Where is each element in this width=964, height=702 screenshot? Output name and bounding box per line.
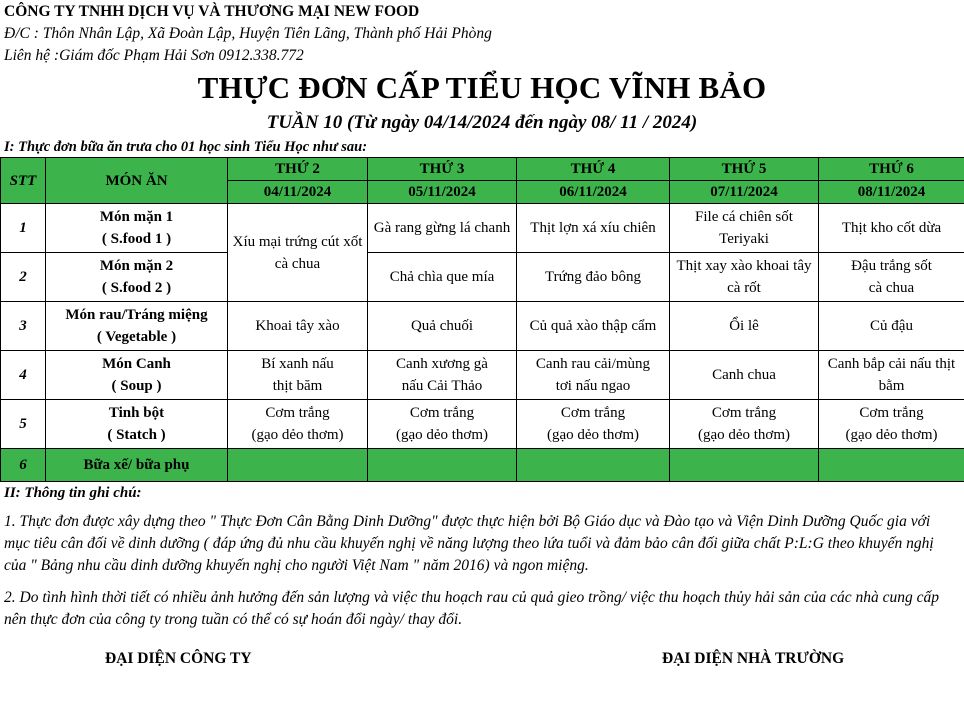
menu-cell-line: Cơm trắng: [859, 405, 924, 421]
note-1: 1. Thực đơn được xây dựng theo " Thực Đơn Cân Bằng Dinh Dưỡng" được thực hiện bởi Bộ Giáo dục và Đào tạo và Viện Dinh Dưỡng Quốc gia với mục tiêu cân đối về dinh dưỡng ( đáp ứng đủ nhu cầu khuyến nghị về năng lượng theo lứa tuổi và đảm bảo cân đối giữa chất P:L:G theo khuyến nghị của " Bảng nhu cầu dinh dưỡng khuyến nghị cho người Việt Nam " năm 2016) và ngon miệng.: [4, 513, 934, 574]
dish-category: [46, 351, 228, 400]
menu-cell-line: Canh rau cải/mùng: [535, 356, 651, 372]
menu-cell: [368, 449, 517, 482]
menu-title: THỰC ĐƠN CẤP TIỂU HỌC VĨNH BẢO: [197, 70, 767, 105]
row-stt: 4: [1, 351, 46, 400]
menu-cell-line: Cơm trắng: [409, 405, 475, 421]
menu-cell: [368, 351, 517, 400]
menu-cell-line: (gạo dẻo thơm): [845, 427, 938, 443]
menu-cell-line: Bí xanh nấu: [261, 356, 334, 372]
signature-company: ĐẠI DIỆN CÔNG TY: [105, 650, 252, 667]
table-row: [1, 351, 964, 400]
menu-cell: Ổi lê: [670, 302, 819, 351]
menu-cell: Trứng đảo bông: [517, 253, 670, 302]
company-name: CÔNG TY TNHH DỊCH VỤ VÀ THƯƠNG MẠI NEW FOOD: [4, 3, 420, 20]
table-row: [1, 400, 964, 449]
row-stt: 1: [1, 204, 46, 253]
menu-cell-line: Cơm trắng: [711, 405, 777, 421]
menu-subtitle: TUẦN 10 (Từ ngày 04/14/2024 đến ngày 08/ 11 / 2024): [266, 112, 698, 133]
notes-heading: II: Thông tin ghi chú:: [4, 485, 142, 501]
dish-category-english: ( Vegetable ): [96, 329, 177, 345]
menu-cell: Chả chìa que mía: [368, 253, 517, 302]
dish-category-english: ( Statch ): [107, 427, 166, 443]
dish-category-name: Món mặn 2: [99, 258, 174, 274]
dish-category: [46, 253, 228, 302]
company-address: Đ/C : Thôn Nhân Lập, Xã Đoàn Lập, Huyện Tiên Lãng, Thành phố Hải Phòng: [4, 25, 492, 42]
menu-cell-line: tơi nấu ngao: [555, 378, 631, 394]
dish-category: Bữa xế/ bữa phụ: [46, 449, 228, 482]
dish-category-english: ( S.food 2 ): [101, 280, 172, 296]
menu-cell: Canh chua: [670, 351, 819, 400]
menu-cell: Thịt lợn xá xíu chiên: [517, 204, 670, 253]
dish-category: [46, 400, 228, 449]
menu-cell: [517, 400, 670, 449]
menu-table: [0, 157, 964, 482]
header-day-fri: THỨ 6: [819, 158, 964, 181]
menu-cell-line: Cơm trắng: [560, 405, 626, 421]
menu-cell-line: (gạo dẻo thơm): [251, 427, 344, 443]
menu-cell: File cá chiên sốt Teriyaki: [670, 204, 819, 253]
menu-cell: Khoai tây xào: [228, 302, 368, 351]
menu-cell: Canh bắp cải nấu thịt bằm: [819, 351, 964, 400]
menu-cell-line: (gạo dẻo thơm): [546, 427, 640, 443]
menu-cell: [670, 449, 819, 482]
dish-category-name: Món rau/Tráng miệng: [65, 307, 208, 323]
table-row: [1, 253, 964, 302]
menu-cell: Thịt kho cốt dừa: [819, 204, 964, 253]
company-contact: Liên hệ :Giám đốc Phạm Hải Sơn 0912.338.772: [4, 47, 304, 64]
menu-cell: [228, 351, 368, 400]
menu-cell-line: cà chua: [868, 280, 915, 296]
header-date-mon: 04/11/2024: [228, 181, 368, 204]
menu-cell: [670, 400, 819, 449]
dish-category-english: ( Soup ): [111, 378, 162, 394]
menu-cell: [228, 400, 368, 449]
dish-category-name: Món Canh: [102, 356, 171, 372]
menu-cell-line: Đậu trắng sốt: [851, 258, 932, 274]
row-stt: 6: [1, 449, 46, 482]
dish-category: [46, 302, 228, 351]
row-stt: 3: [1, 302, 46, 351]
menu-cell: Củ quả xào thập cẩm: [517, 302, 670, 351]
menu-cell-line: (gạo dẻo thơm): [395, 427, 489, 443]
header-stt: STT: [1, 158, 46, 204]
menu-cell: [228, 449, 368, 482]
header-day-tue: THỨ 3: [368, 158, 517, 181]
header-day-wed: THỨ 4: [517, 158, 670, 181]
menu-cell: Xíu mại trứng cút xốt cà chua: [228, 204, 368, 302]
note-2: 2. Do tình hình thời tiết có nhiều ảnh hưởng đến sản lượng và việc thu hoạch rau củ quả gieo trồng/ việc thu hoạch thủy hải sản của các nhà cung cấp nên thực đơn của công ty trong tuần có thể có sự hoán đổi ngày/ thay đổi.: [4, 589, 939, 628]
menu-cell-line: thịt băm: [272, 378, 323, 394]
table-header-row: [1, 158, 964, 181]
menu-cell: [517, 351, 670, 400]
table-row: [1, 449, 964, 482]
header-day-mon: THỨ 2: [228, 158, 368, 181]
menu-cell: [368, 400, 517, 449]
header-date-thu: 07/11/2024: [670, 181, 819, 204]
header-date-tue: 05/11/2024: [368, 181, 517, 204]
menu-cell: Củ đậu: [819, 302, 964, 351]
header-day-thu: THỨ 5: [670, 158, 819, 181]
menu-cell: [819, 400, 964, 449]
header-date-fri: 08/11/2024: [819, 181, 964, 204]
menu-cell: [517, 449, 670, 482]
section-1-heading: I: Thực đơn bữa ăn trưa cho 01 học sinh Tiểu Học như sau:: [4, 139, 368, 155]
menu-cell: Thịt xay xào khoai tây cà rốt: [670, 253, 819, 302]
table-row: [1, 204, 964, 253]
table-row: [1, 302, 964, 351]
dish-category-name: Tinh bột: [108, 405, 165, 421]
menu-cell-line: nấu Cải Thảo: [401, 378, 483, 394]
header-dish: MÓN ĂN: [46, 158, 228, 204]
signature-school: ĐẠI DIỆN NHÀ TRƯỜNG: [662, 650, 845, 667]
dish-category-name: Món mặn 1: [99, 209, 174, 225]
dish-category: [46, 204, 228, 253]
menu-cell: Quả chuối: [368, 302, 517, 351]
row-stt: 5: [1, 400, 46, 449]
menu-cell: [819, 253, 964, 302]
dish-category-english: ( S.food 1 ): [101, 231, 172, 247]
menu-cell: Gà rang gừng lá chanh: [368, 204, 517, 253]
header-date-wed: 06/11/2024: [517, 181, 670, 204]
menu-cell-line: Canh xương gà: [396, 356, 488, 372]
menu-cell: [819, 449, 964, 482]
menu-cell-line: Cơm trắng: [265, 405, 330, 421]
menu-cell-line: (gạo dẻo thơm): [697, 427, 791, 443]
row-stt: 2: [1, 253, 46, 302]
